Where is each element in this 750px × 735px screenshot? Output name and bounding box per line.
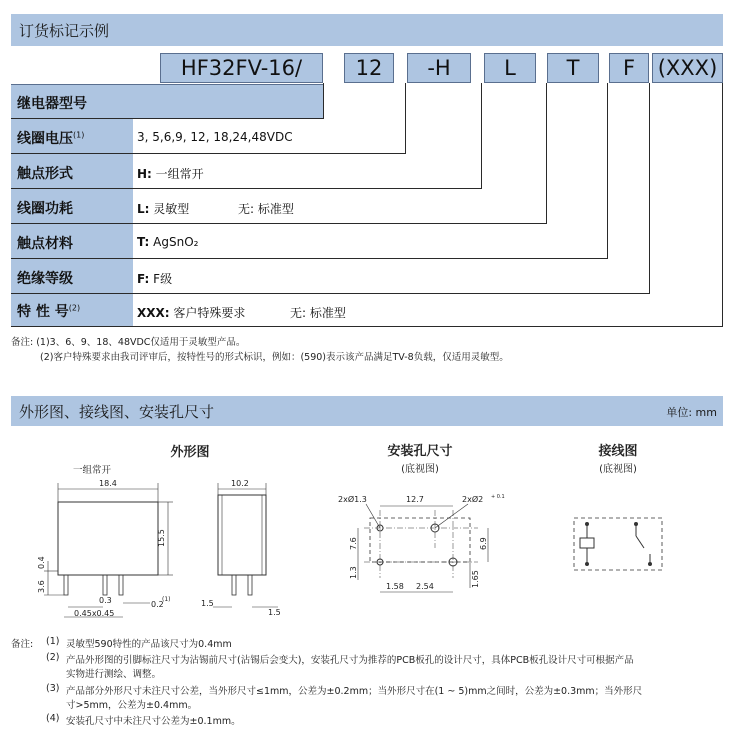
ordering-note-2: (2)客户特殊要求由我司评审后，按特性号的形式标识，例如：(590)表示该产品满足TV-8负载，仅适用灵敏型。 <box>40 352 509 363</box>
connector-coil-power <box>546 83 547 224</box>
contact-type-note: 一组常开 <box>73 465 112 476</box>
connector-contact-material-h <box>11 258 608 259</box>
row-label-model: 继电器型号 <box>17 96 87 112</box>
row-label-coil-power: 线圈功耗 <box>17 201 73 217</box>
code-coil-power: L <box>484 53 536 83</box>
code-contact-form: -H <box>407 53 471 83</box>
value-contact-form: H: 一组常开 <box>137 167 204 181</box>
dim-hole-span: 12.7 <box>406 495 424 504</box>
connector-coil-power-h <box>11 223 547 224</box>
contact-switch <box>636 536 644 548</box>
relay-body-side <box>218 495 266 575</box>
pin-side-1 <box>232 575 236 595</box>
value-special: XXX: 客户特殊要求 <box>137 306 246 320</box>
value-area-coil-power <box>133 189 546 223</box>
coil-pin-1 <box>585 522 589 526</box>
value-coil-power-extra: 无: 标准型 <box>238 202 294 216</box>
dim-note-4-num: (4) <box>46 713 60 724</box>
connector-voltage <box>405 83 406 154</box>
row-label-contact-form: 触点形式 <box>17 166 73 182</box>
dim-note-3: 产品部分外形尺寸未注尺寸公差，当外形尺寸≤1mm，公差为±0.2mm；当外形尺寸在(1 ~ 5)mm之间时，公差为±0.3mm；当外形尺 <box>66 686 643 697</box>
dim-side-width: 10.2 <box>231 479 249 488</box>
dim-horiz-1: 1.58 <box>386 582 404 591</box>
mounting-drawing <box>330 488 530 598</box>
dim-vert-4: 1.65 <box>471 570 480 588</box>
dim-pin-offset-note: (1) <box>162 596 171 603</box>
connector-model-h <box>11 118 324 119</box>
row-label-insulation: 绝缘等级 <box>17 271 73 287</box>
value-area-insulation <box>133 259 649 293</box>
dim-hole-small: 2xØ1.3 <box>338 495 367 504</box>
code-contact-material: T <box>547 53 599 83</box>
dim-gap: 0.4 <box>37 556 46 569</box>
connector-contact-form-h <box>11 188 482 189</box>
dim-horiz-2: 2.54 <box>416 582 434 591</box>
dim-pin-length: 3.6 <box>37 580 46 593</box>
coil-pin-2 <box>585 562 589 566</box>
dim-note-1-num: (1) <box>46 636 60 647</box>
value-insulation: F: F级 <box>137 272 173 286</box>
code-model: HF32FV-16/ <box>160 53 323 83</box>
code-insulation: F <box>609 53 649 83</box>
connector-special-h <box>11 326 723 327</box>
contact-pin-2 <box>648 562 652 566</box>
dim-pin-offset: 0.2 <box>151 600 164 609</box>
row-label-special: 特 性 号$^{(2)}$ <box>17 303 81 320</box>
dim-side-pin-1: 1.5 <box>201 599 214 608</box>
value-area-contact-material <box>133 224 607 258</box>
connector-voltage-h <box>11 153 406 154</box>
outline-drawing <box>28 475 298 625</box>
wiring-title: 接线图 <box>598 444 638 459</box>
relay-body-front <box>58 502 158 575</box>
dimensions-header <box>11 396 723 426</box>
value-contact-material: T: AgSnO₂ <box>137 235 199 249</box>
dim-note-3b: 寸>5mm，公差为±0.4mm。 <box>66 700 198 711</box>
dimensions-title: 外形图、接线图、安装孔尺寸 <box>19 403 215 421</box>
connector-special <box>722 83 723 327</box>
mounting-subtitle: (底视图) <box>401 464 439 475</box>
ordering-note-1: 备注: (1)3、6、9、18、48VDC仅适用于灵敏型产品。 <box>11 337 246 348</box>
dim-note-3-num: (3) <box>46 683 60 694</box>
dim-vert-3: 1.3 <box>349 566 358 579</box>
pin-front-1 <box>64 575 68 595</box>
connector-insulation <box>649 83 650 294</box>
code-voltage: 12 <box>344 53 394 83</box>
wiring-drawing <box>570 514 670 574</box>
ordering-title: 订货标记示例 <box>19 22 110 40</box>
dim-note-2: 产品外形图的引脚标注尺寸为沾锡前尺寸(沾锡后会变大)，安装孔尺寸为推荐的PCB板孔的设计尺寸，具体PCB板孔设计尺寸可根据产品 <box>66 655 634 666</box>
dim-note-2b: 实物进行测绘、调整。 <box>66 669 162 680</box>
dim-vert-1: 7.6 <box>349 537 358 550</box>
mounting-title: 安装孔尺寸 <box>387 444 453 459</box>
dim-vert-2: 6.9 <box>479 537 488 550</box>
row-label-contact-material: 触点材料 <box>17 236 73 252</box>
contact-pin-1 <box>634 522 638 526</box>
dim-notes-prefix: 备注: <box>11 639 34 650</box>
row-label-voltage: 线圈电压$^{(1)}$ <box>17 130 85 147</box>
wiring-subtitle: (底视图) <box>599 464 637 475</box>
pin-side-2 <box>248 575 252 595</box>
dim-note-1: 灵敏型590特性的产品该尺寸为0.4mm <box>66 639 232 650</box>
pin-front-2 <box>103 575 107 595</box>
pin-front-3 <box>119 575 123 595</box>
dim-hole-large-tol: + 0.1 <box>491 494 505 500</box>
code-special: (XXX) <box>652 53 723 83</box>
dim-hole-large: 2xØ2 <box>462 495 484 504</box>
value-voltage: 3, 5,6,9, 12, 18,24,48VDC <box>137 130 293 144</box>
connector-insulation-h <box>11 293 650 294</box>
dim-pin-thick: 0.3 <box>99 596 112 605</box>
coil-symbol <box>580 538 594 548</box>
dim-width: 18.4 <box>99 479 117 488</box>
unit-label: 单位: mm <box>666 406 717 419</box>
mounting-outline <box>370 518 470 562</box>
dim-height: 15.5 <box>157 529 166 547</box>
dim-note-2-num: (2) <box>46 652 60 663</box>
dim-note-4: 安装孔尺寸中未注尺寸公差为±0.1mm。 <box>66 716 241 727</box>
value-special-extra: 无: 标准型 <box>290 306 346 320</box>
ordering-header <box>11 14 723 46</box>
connector-model <box>323 83 324 119</box>
outline-title: 外形图 <box>170 445 210 460</box>
connector-contact-material <box>607 83 608 259</box>
connector-contact-form <box>481 83 482 189</box>
dim-pin-section: 0.45x0.45 <box>74 609 115 618</box>
dim-side-pin-2: 1.5 <box>268 608 281 617</box>
value-coil-power: L: 灵敏型 <box>137 202 190 216</box>
